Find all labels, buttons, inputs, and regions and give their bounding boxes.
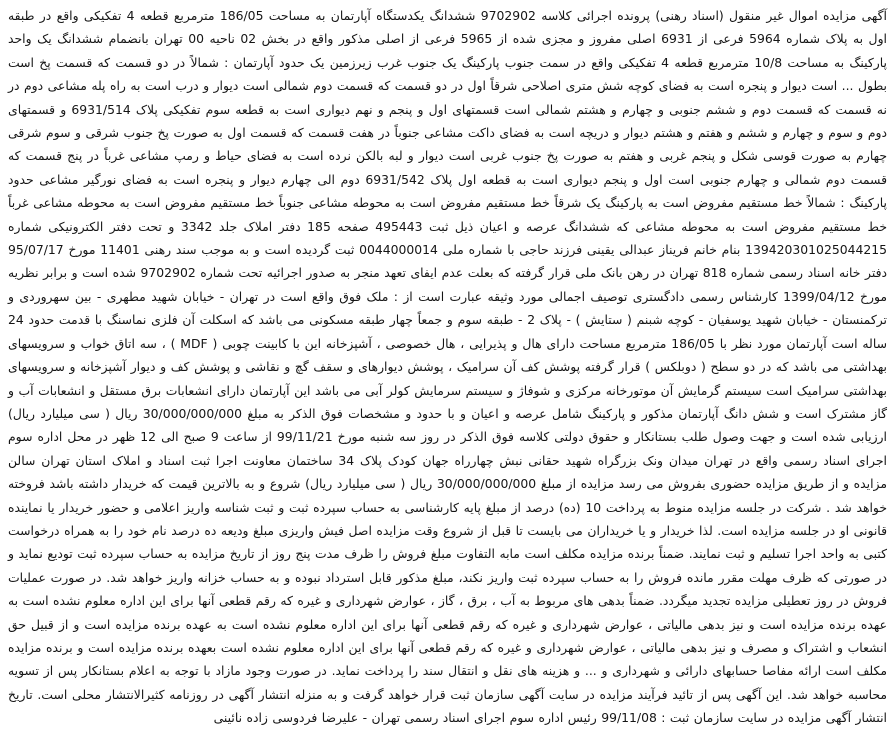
notice-heading: آگهی مزایده اموال غیر منقول (اسناد رهنی) — [655, 8, 887, 23]
auction-notice-text — [8, 4, 887, 730]
notice-body: پرونده اجرائی کلاسه 9702902 ششدانگ یکدستگاه آپارتمان به مساحت 186/05 مترمربع قطعه 4 تفکیکی واقع در طبقه اول به پلاک شماره 5964 فرعی از 6931 اصلی مفروز و مجزی شده از 5965 فرعی از اصلی مذکور واقع در بخش 02 ناحیه 00 تهران بانضمام ششدانگ یک واحد پارکینگ به مساحت 10/8 مترمربع قطعه 4 تفکیکی واقع در سمت جنوب پارکینگ یک جنوب غرب زیرزمین یک حدود آپارتمان : شمالاً در دو قسمت که قسمت پخ است بطول ... است دیوار و پنجره است به فضای کوچه شش متری اصلاحی شرقاً اول در دو قسمت که قسمت دوم شمالی است دیوار و درب است به راه پله مشاعی دوم در نه قسمت که قسمت دوم و ششم جنوبی و چهارم و هشتم شمالی است قسمتهای اول و پنجم و نهم دیواری است به قطعه سوم تفکیکی پلاک 6931/514 و قسمتهای دوم و سوم و چهارم و ششم و هفتم و هشتم دیوار و دریچه است به فضای داکت مشاعی جنوباً در هفت قسمت که قسمت اول به صورت پخ جنوب شرقی و سوم شرقی چهارم به صورت قوسی شکل و پنجم غربی و هفتم به صورت پخ جنوب غربی است دیوار و لبه بالکن نرده است به فضای حیاط و رمپ مشاعی غرباً در پنج قسمت که قسمت دوم شمالی و چهارم جنوبی است اول و پنجم دیواری است به قطعه اول پلاک 6931/542 دوم الی چهارم دیوار و پنجره است به فضای نورگیر مشاعی حدود پارکینگ : شمالاً خط مستقیم مفروض است به پارکینگ یک شرقاً خط مستقیم مفروض است به محوطه مشاعی جنوباً خط مستقیم مفروض است به محوطه مشاعی غرباً خط مستقیم مفروض است به محوطه مشاعی که ششدانگ عرصه و اعیان ذیل ثبت 495443 صفحه 185 دفتر املاک جلد 3342 و تحت دفتر الکترونیکی شماره 139420301025044215 بنام خانم فریناز عبدالی یقینی فرزند حاجی با شماره ملی 0044000014 ثبت گردیده است و به موجب سند رهنی 11401 مورخ 95/07/17 دفتر خانه اسناد رسمی شماره 818 تهران در رهن بانک ملی قرار گرفته که بعلت عدم ایفای تعهد منجر به صدور اجرائیه تحت شماره 9702902 شده است و برابر نظریه مورخ 1399/04/12 کارشناس رسمی دادگستری توصیف اجمالی مورد وثیقه عبارت است از : ملک فوق واقع است در تهران - خیابان شهید مطهری - بین سهروردی و ترکمنستان - خیابان شهید یوسفیان - کوچه شبنم ( ستایش ) - پلاک 2 - طبقه سوم و جمعاً چهار طبقه مسکونی می باشد که اسکلت آن فلزی نماسنگ با قدمت حدود 24 ساله است آپارتمان مورد نظر با 186/05 مترمربع مساحت دارای هال و پذیرایی ، هال خصوصی ، آشپزخانه این با کابینت چوبی ( MDF ) ، سه اتاق خواب و سرویسهای بهداشتی می باشد که در دو سطح ( دوبلکس ) قرار گرفته پوشش کف آن سرامیک ، پوشش دیوارهای و سقف گچ و نقاشی و پوشش کف و دیوار آشپزخانه و سرویسهای بهداشتی سرامیک است سیستم گرمایش آن موتورخانه مرکزی و شوفاژ و سیستم سرمایش کولر آبی می باشد این آپارتمان دارای انشعابات برق مستقل و انشعابات آب و گاز مشترک است و شش دانگ آپارتمان مذکور و پارکینگ شامل عرصه و اعیان و با حدود و مشخصات فوق الذکر به مبلغ 30/000/000/000 ریال ( سی میلیارد ریال) ارزیابی شده است و جهت وصول طلب بستانکار و حقوق دولتی کلاسه فوق الذکر در روز سه شنبه مورخ 99/11/21 از ساعت 9 صبح الی 12 ظهر در محل اداره سوم اجرای اسناد رسمی واقع در تهران میدان ونک بزرگراه شهید حقانی نبش چهارراه جهان کودک پلاک 34 ساختمان معاونت اجرا ثبت اسناد و املاک استان تهران سالن مزایده و از طریق مزایده حضوری بفروش می رسد مزایده از مبلغ 30/000/000/000 ریال ( سی میلیارد ریال) شروع و به بالاترین قیمت که خریدار داشته باشد فروخته خواهد شد . شرکت در جلسه مزایده منوط به پرداخت 10 (ده) درصد از مبلغ پایه کارشناسی به حساب سپرده ثبت و ثبت شناسه واریز اعلامی و حضور خریدار یا نماینده قانونی او در جلسه مزایده است. لذا خریدار و یا خریداران می بایست تا قبل از شروع وقت مزایده اصل فیش واریزی مبلغ ودیعه ده درصد نام خود را به همراه درخواست کتبی به واحد اجرا تسلیم و ثبت نمایند. ضمناً برنده مزایده مکلف است مابه التفاوت مبلغ فروش را ظرف مدت پنج روز از تاریخ مزایده به حساب سپرده ثبت تودیع نماید و در صورتی که ظرف مهلت مقرر مانده فروش را به حساب سپرده ثبت واریز نکند، مبلغ مذکور قابل استرداد نبوده و به حساب خزانه واریز خواهد شد. در صورت عملیات فروش در روز تعطیلی مزایده تجدید میگردد. ضمناً بدهی های مربوط به آب ، برق ، گاز ، عوارض شهرداری و غیره که رقم قطعی آنها برای این اداره معلوم نشده است به عهده برنده مزایده است و نیز بدهی مالیاتی ، عوارض شهرداری و غیره که رقم قطعی آنها برای این اداره معلوم نشده است به عهده برنده مزایده است و از قبیل حق انشعاب و اشتراک و مصرف و نیز بدهی مالیاتی ، عوارض شهرداری و غیره که رقم قطعی آنها برای این اداره معلوم نشده است بعهده برنده مزایده است و برنده مزایده مکلف است ارائه مفاصا حسابهای دارائی و شهرداری و ... و هزینه های نقل و انتقال سند را پرداخت نماید. در صورت وجود مازاد با توجه به اعلام بستانکار پس از تسویه محاسبه خواهد شد. این آگهی پس از تائید فرآیند مزایده در سایت آگهی سازمان ثبت قرار خواهد گرفت و به منزله انتشار آگهی در روزنامه کثیرالانتشار محلی است. تاریخ انتشار آگهی مزایده در سایت سازمان ثبت : 99/11/08 رئیس اداره سوم اجرای اسناد رسمی تهران - علیرضا فردوسی زاده نائینی — [8, 8, 888, 726]
